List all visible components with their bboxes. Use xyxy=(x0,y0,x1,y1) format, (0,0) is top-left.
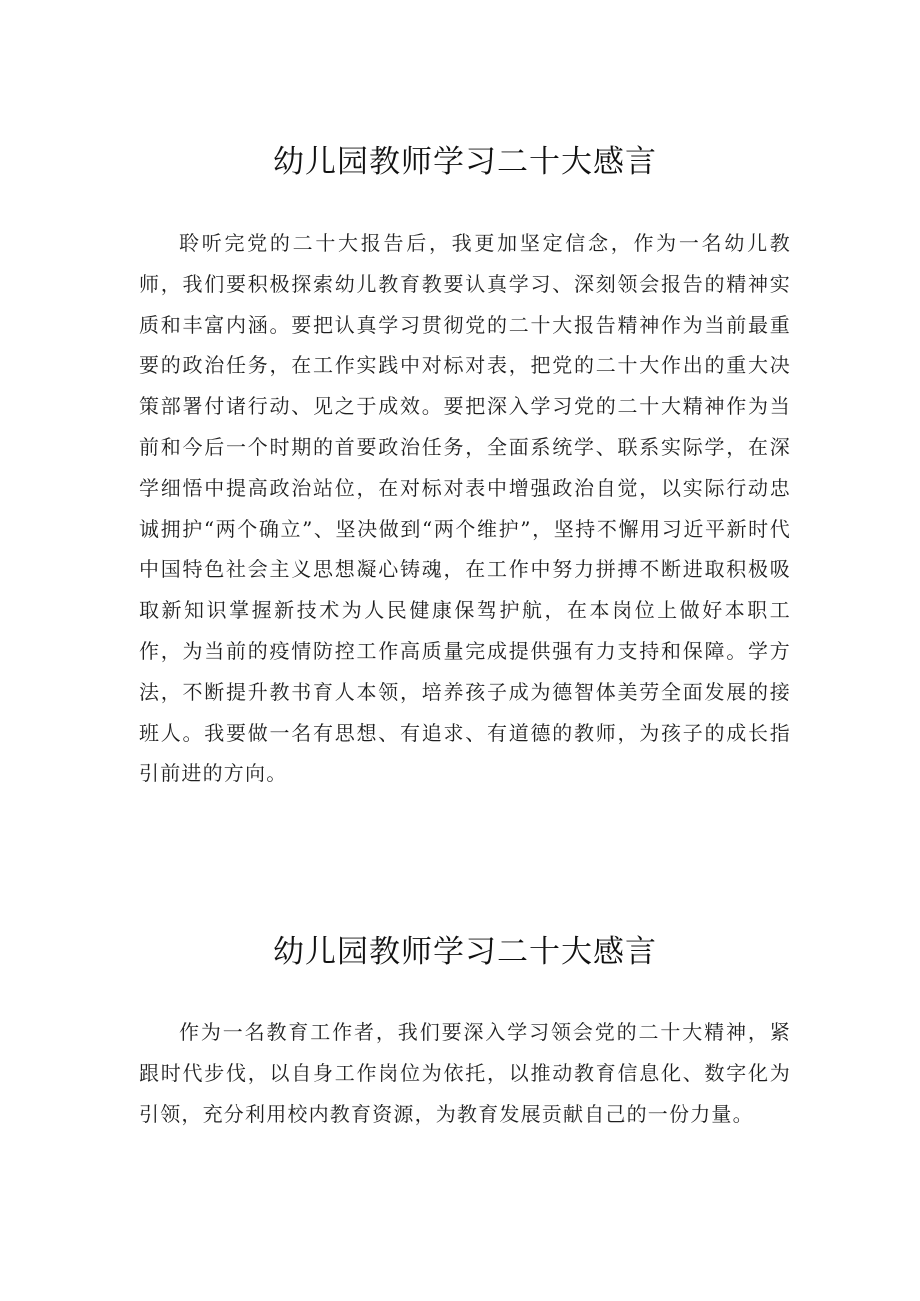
section-title: 幼儿园教师学习二十大感言 xyxy=(273,144,657,180)
essay-section-2 xyxy=(139,928,791,1134)
section-paragraph: 聆听完党的二十大报告后，我更加坚定信念，作为一名幼儿教师，我们要积极探索幼儿教育教要认真学习、深刻领会报告的精神实质和丰富内涵。要把认真学习贯彻党的二十大报告精神作为当前最重要的政治任务，在工作实践中对标对表，把党的二十大作出的重大决策部署付诸行动、见之于成效。要把深入学习党的二十大精神作为当前和今后一个时期的首要政治任务，全面系统学、联系实际学，在深学细悟中提高政治站位，在对标对表中增强政治自觉，以实际行动忠诚拥护“两个确立”、坚决做到“两个维护”，坚持不懈用习近平新时代中国特色社会主义思想凝心铸魂，在工作中努力拼搏不断进取积极吸取新知识掌握新技术为人民健康保驾护航，在本岗位上做好本职工作，为当前的疫情防控工作高质量完成提供强有力支持和保障。学方法，不断提升教书育人本领，培养孩子成为德智体美劳全面发展的接班人。我要做一名有思想、有追求、有道德的教师，为孩子的成长指引前进的方向。 xyxy=(139,231,791,786)
essay-section-1 xyxy=(139,138,791,794)
section-title: 幼儿园教师学习二十大感言 xyxy=(273,934,657,970)
section-paragraph: 作为一名教育工作者，我们要深入学习领会党的二十大精神，紧跟时代步伐，以自身工作岗位为依托，以推动教育信息化、数字化为引领，充分利用校内教育资源，为教育发展贡献自己的一份力量。 xyxy=(139,1020,791,1126)
